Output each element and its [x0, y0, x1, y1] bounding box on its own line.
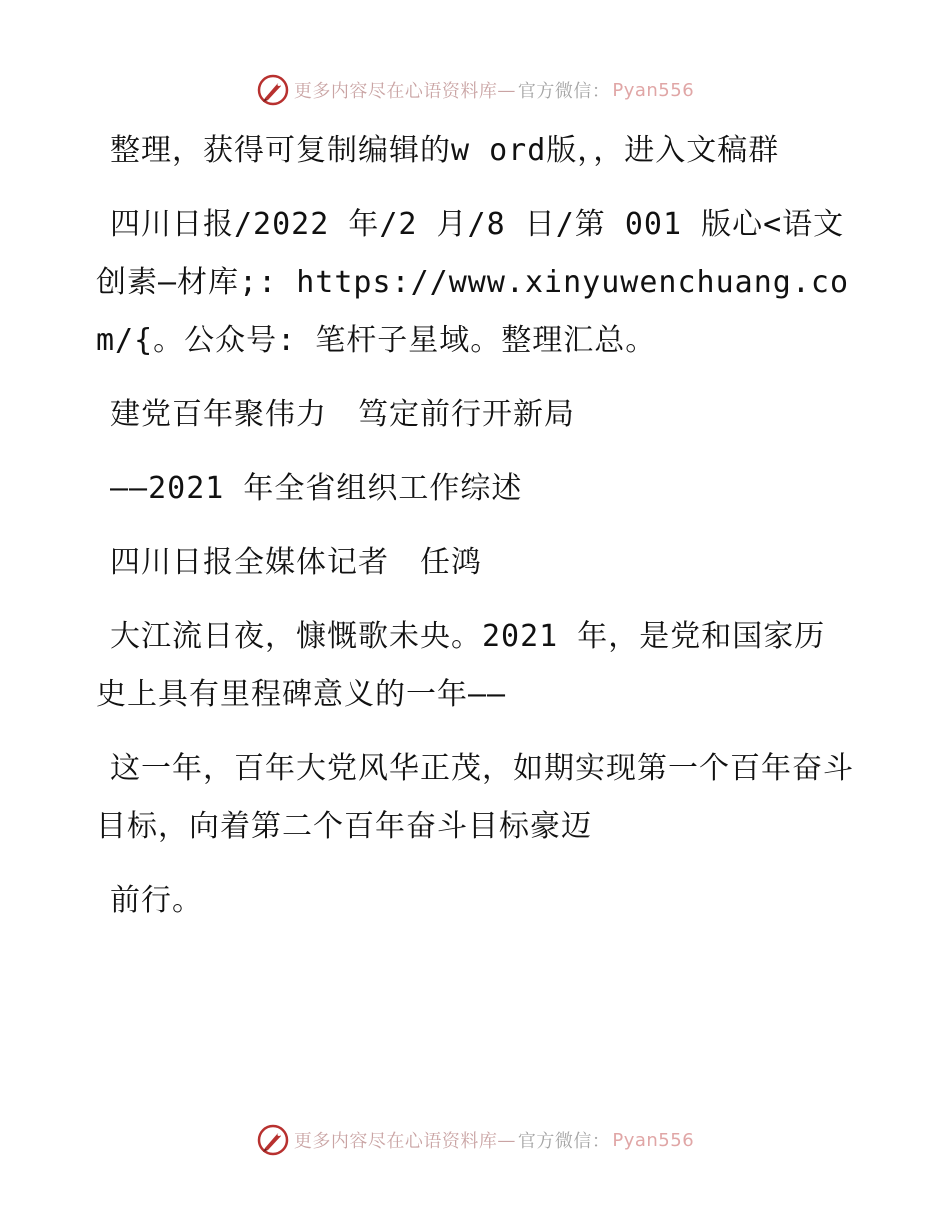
banner-dash: —: [497, 79, 516, 101]
banner-text: 更多内容尽在心语资料库: [293, 1131, 498, 1152]
banner-text: 更多内容尽在心语资料库: [293, 81, 498, 102]
paragraph-body-3: 前行。: [110, 883, 203, 918]
header-banner: [0, 70, 950, 110]
document-body: [96, 122, 856, 946]
article-byline: 四川日报全媒体记者 任鸿: [110, 545, 482, 580]
pen-seal-icon: [256, 1123, 290, 1157]
banner-handle: Pyan556: [612, 1129, 695, 1151]
paragraph-intro: 整理，获得可复制编辑的w ord版，，进入文稿群: [110, 133, 780, 168]
banner-label: 官方微信：: [517, 81, 611, 102]
banner-handle: Pyan556: [612, 79, 695, 101]
pen-seal-icon: [256, 73, 290, 107]
banner-label: 官方微信：: [517, 1131, 611, 1152]
article-title: 建党百年聚伟力 笃定前行开新局: [110, 397, 575, 432]
article-subtitle: ——2021 年全省组织工作综述: [110, 471, 523, 506]
footer-banner: [0, 1120, 950, 1160]
paragraph-source: 四川日报/2022 年/2 月/8 日/第 001 版心<语文创素—材库;: https://www.xinyuwenchuang.com/{。公众号: 笔杆子星域。整理汇总。: [96, 207, 850, 358]
paragraph-body-1: 大江流日夜，慷慨歌未央。2021 年，是党和国家历史上具有里程碑意义的一年——: [96, 619, 826, 712]
paragraph-body-2: 这一年，百年大党风华正茂，如期实现第一个百年奋斗目标，向着第二个百年奋斗目标豪迈: [96, 751, 854, 844]
banner-dash: —: [497, 1129, 516, 1151]
